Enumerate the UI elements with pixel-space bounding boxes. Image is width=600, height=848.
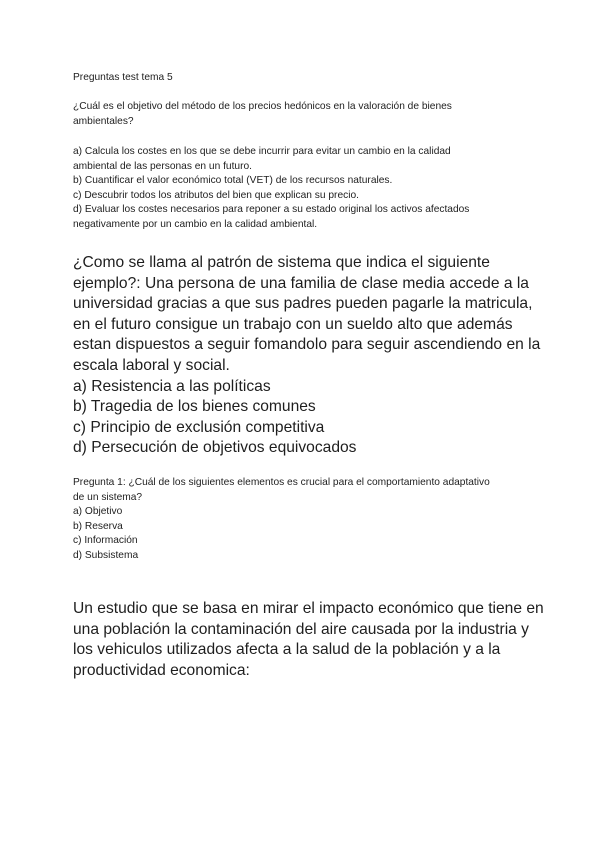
- option-line: d) Evaluar los costes necesarios para reponer a su estado original los activos afectados: [73, 204, 470, 216]
- question-2-line: en el futuro consigue un trabajo con un sueldo alto que además: [73, 315, 513, 333]
- question-3-line: de un sistema?: [73, 491, 143, 503]
- question-3: [73, 476, 533, 564]
- document-title: Preguntas test tema 5: [73, 72, 173, 83]
- question-2-line: ¿Como se llama al patrón de sistema que indica el siguiente: [73, 254, 490, 271]
- option-line: c) Descubrir todos los atributos del bien que explican su precio.: [73, 189, 359, 201]
- option-a: a) Objetivo: [73, 506, 123, 518]
- option-d: d) Persecución de objetivos equivocados: [73, 439, 357, 457]
- option-b: b) Reserva: [73, 520, 123, 532]
- option-line: b) Cuantificar el valor económico total (VET) de los recursos naturales.: [73, 175, 393, 187]
- option-c: c) Principio de exclusión competitiva: [73, 418, 325, 436]
- question-2-line: ejemplo?: Una persona de una familia de clase media accede a la: [73, 274, 529, 292]
- question-4-line: productividad economica:: [73, 661, 250, 679]
- question-1: [73, 100, 533, 129]
- question-3-line: Pregunta 1: ¿Cuál de los siguientes elementos es crucial para el comportamiento adaptativo: [73, 477, 490, 488]
- option-line: a) Calcula los costes en los que se debe incurrir para evitar un cambio en la calidad: [73, 146, 451, 157]
- option-c: c) Información: [73, 535, 138, 547]
- question-2-line: escala laboral y social.: [73, 356, 230, 374]
- option-line: ambiental de las personas en un futuro.: [73, 160, 252, 172]
- question-1-options: [73, 145, 533, 233]
- option-a: a) Resistencia a las políticas: [73, 377, 271, 395]
- question-1-line: ambientales?: [73, 115, 134, 127]
- question-1-line: ¿Cuál es el objetivo del método de los precios hedónicos en la valoración de bienes: [73, 101, 452, 112]
- question-2: [73, 253, 541, 459]
- option-line: negativamente por un cambio en la calidad ambiental.: [73, 218, 318, 230]
- question-4-line: los vehiculos utilizados afecta a la salud de la población y a la: [73, 641, 501, 659]
- question-4: [73, 599, 544, 681]
- option-b: b) Tragedia de los bienes comunes: [73, 398, 316, 416]
- question-4-line: Un estudio que se basa en mirar el impacto económico que tiene en: [73, 600, 544, 617]
- question-4-line: una población la contaminación del aire causada por la industria y: [73, 620, 529, 638]
- question-2-line: estan dispuestos a seguir fomandolo para seguir ascendiendo en la: [73, 336, 541, 354]
- question-2-line: universidad gracias a que sus padres pueden pagarle la matricula,: [73, 295, 533, 313]
- option-d: d) Subsistema: [73, 549, 139, 561]
